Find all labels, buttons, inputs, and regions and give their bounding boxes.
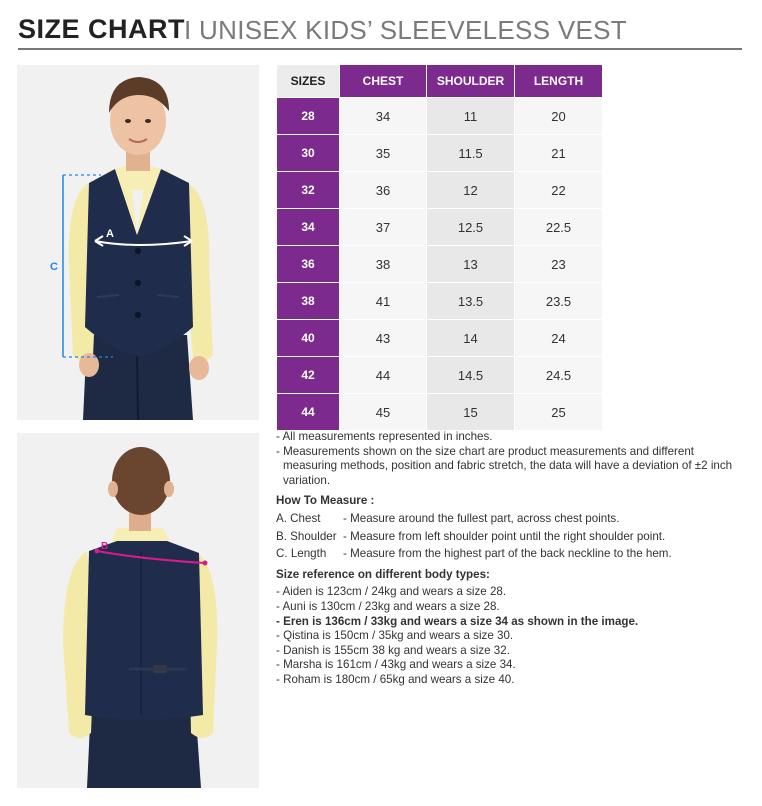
ref-item: - Aiden is 123cm / 24kg and wears a size 28. (276, 585, 507, 599)
chest-cell: 36 (340, 172, 427, 209)
size-table (276, 64, 603, 431)
table-row (277, 320, 603, 357)
label-a: A (106, 228, 114, 240)
table-row (277, 283, 603, 320)
length-cell: 22 (515, 172, 603, 209)
chest-cell: 38 (340, 246, 427, 283)
measure-desc: - Measure around the fullest part, across chest points. (343, 511, 620, 525)
table-row (277, 357, 603, 394)
measure-label: C. Length (276, 547, 327, 561)
shoulder-cell: 14 (427, 320, 515, 357)
back-view-illustration (17, 433, 259, 788)
shoulder-cell: 13.5 (427, 283, 515, 320)
measure-desc: - Measure from the highest part of the back neckline to the hem. (343, 547, 672, 561)
chest-cell: 44 (340, 357, 427, 394)
length-cell: 21 (515, 135, 603, 172)
size-cell: 42 (277, 357, 340, 394)
header-shoulder: SHOULDER (427, 65, 515, 98)
length-cell: 23 (515, 246, 603, 283)
measurement-notes (276, 430, 746, 688)
measure-label: A. Chest (276, 511, 321, 525)
measure-desc: - Measure from left shoulder point until the right shoulder point. (343, 529, 666, 543)
size-cell: 44 (277, 394, 340, 431)
shoulder-cell: 14.5 (427, 357, 515, 394)
measure-row-length (276, 547, 746, 562)
table-row (277, 246, 603, 283)
size-reference-title: Size reference on different body types: (276, 567, 490, 581)
shoulder-cell: 13 (427, 246, 515, 283)
ref-item: - Marsha is 161cm / 43kg and wears a size 34. (276, 658, 516, 672)
shoulder-cell: 12.5 (427, 209, 515, 246)
size-cell: 28 (277, 98, 340, 135)
header-length: LENGTH (515, 65, 603, 98)
size-cell: 40 (277, 320, 340, 357)
label-c: C (50, 261, 58, 273)
length-cell: 23.5 (515, 283, 603, 320)
table-row (277, 209, 603, 246)
chest-cell: 34 (340, 98, 427, 135)
how-to-measure-title: How To Measure : (276, 494, 375, 508)
length-cell: 25 (515, 394, 603, 431)
measure-row-chest (276, 512, 746, 527)
ref-item: - Danish is 155cm 38 kg and wears a size 32. (276, 643, 510, 657)
length-cell: 20 (515, 98, 603, 135)
chest-cell: 45 (340, 394, 427, 431)
size-cell: 30 (277, 135, 340, 172)
front-view-photo (17, 65, 259, 420)
ref-item-highlighted: - Eren is 136cm / 33kg and wears a size 34 as shown in the image. (276, 614, 639, 628)
page-header (18, 14, 742, 50)
measure-label: B. Shoulder (276, 529, 337, 543)
product-title: I UNISEX KIDS’ SLEEVELESS VEST (184, 15, 627, 45)
front-view-illustration (17, 65, 259, 420)
chest-cell: 43 (340, 320, 427, 357)
size-cell: 34 (277, 209, 340, 246)
size-cell: 38 (277, 283, 340, 320)
shoulder-cell: 11 (427, 98, 515, 135)
table-row (277, 135, 603, 172)
label-b: B (101, 541, 109, 552)
chest-cell: 35 (340, 135, 427, 172)
shoulder-cell: 11.5 (427, 135, 515, 172)
table-row (277, 98, 603, 135)
chest-cell: 41 (340, 283, 427, 320)
size-cell: 32 (277, 172, 340, 209)
shoulder-cell: 12 (427, 172, 515, 209)
length-cell: 24.5 (515, 357, 603, 394)
header-sizes: SIZES (277, 65, 340, 98)
table-header-row (277, 65, 603, 98)
size-chart-title: SIZE CHART (18, 14, 185, 44)
table-row (277, 172, 603, 209)
ref-item: - Auni is 130cm / 23kg and wears a size 28. (276, 599, 500, 613)
back-view-photo (17, 433, 259, 788)
measure-row-shoulder (276, 530, 746, 545)
ref-item: - Qistina is 150cm / 35kg and wears a size 30. (276, 629, 514, 643)
note-inches: - All measurements represented in inches. (276, 430, 493, 443)
note-deviation: - Measurements shown on the size chart are product measurements and different measuring methods, position and fabric stretch, the data will have a deviation of ±2 inch variation. (276, 444, 733, 487)
ref-item: - Roham is 180cm / 65kg and wears a size 40. (276, 672, 515, 686)
length-cell: 24 (515, 320, 603, 357)
table-row (277, 394, 603, 431)
length-cell: 22.5 (515, 209, 603, 246)
chest-cell: 37 (340, 209, 427, 246)
size-cell: 36 (277, 246, 340, 283)
header-chest: CHEST (340, 65, 427, 98)
shoulder-cell: 15 (427, 394, 515, 431)
